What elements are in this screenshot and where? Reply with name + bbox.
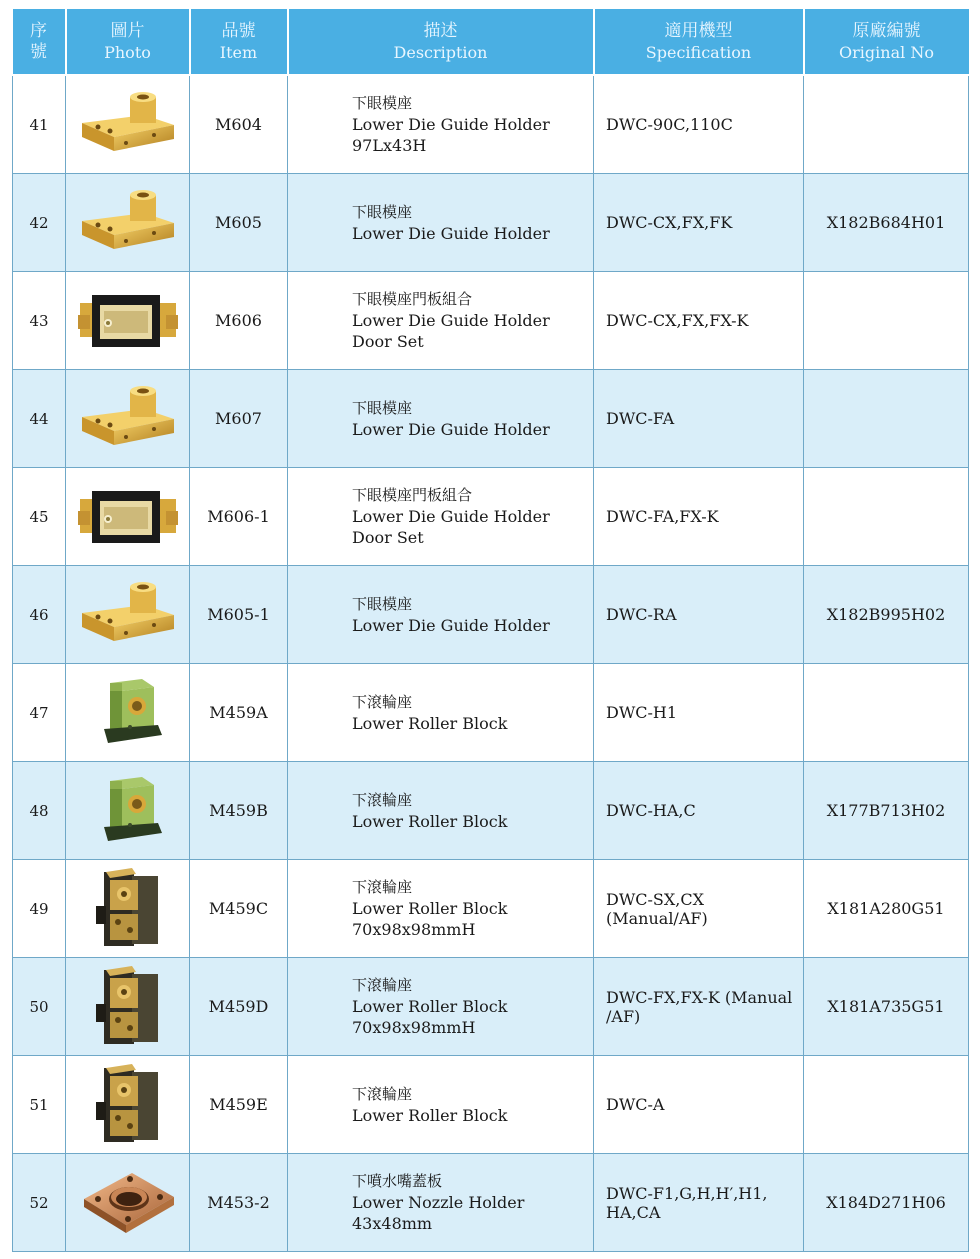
row-specification-text: DWC-CX,FX,FK — [606, 213, 733, 232]
table-row — [13, 566, 969, 664]
row-specification-text: DWC-A — [606, 1095, 665, 1114]
row-number — [13, 370, 66, 468]
row-number-text: 49 — [29, 899, 49, 918]
row-item — [190, 664, 288, 762]
row-original-no-text: X182B995H02 — [826, 605, 946, 624]
row-description-zh: 下眼模座 — [352, 94, 413, 112]
row-item-code: M607 — [215, 409, 262, 428]
roller-block-photo — [74, 964, 182, 1050]
header-desc-en: Description — [393, 42, 488, 62]
row-item-code: M453-2 — [207, 1193, 270, 1212]
row-number — [13, 860, 66, 958]
row-photo — [66, 75, 190, 174]
row-item-code: M605-1 — [207, 605, 270, 624]
table-row — [13, 664, 969, 762]
row-description-zh: 下噴水嘴蓋板 — [352, 1172, 443, 1190]
row-photo — [66, 1056, 190, 1154]
row-original-no — [804, 566, 969, 664]
row-description-size: 97Lx43H — [352, 136, 427, 155]
row-description-zh: 下眼模座門板組合 — [352, 290, 473, 308]
row-original-no — [804, 174, 969, 272]
parts-catalog-table — [12, 9, 969, 1252]
row-original-no — [804, 860, 969, 958]
row-item-code: M604 — [215, 115, 262, 134]
row-description — [288, 860, 594, 958]
row-description-en: Lower Roller Block — [352, 713, 508, 733]
row-item — [190, 566, 288, 664]
row-specification — [594, 958, 804, 1056]
header-orig-en: Original No — [839, 42, 934, 62]
row-specification-text: DWC-FA,FX-K — [606, 507, 719, 526]
brass-block-photo — [74, 183, 182, 263]
row-number — [13, 762, 66, 860]
row-description-zh: 下眼模座 — [352, 594, 413, 613]
row-original-no-text: X184D271H06 — [826, 1193, 946, 1212]
row-description-zh: 下滾輪座 — [352, 1084, 413, 1103]
header-photo-zh: 圖片 — [110, 20, 145, 41]
row-description-size: 43x48mm — [352, 1214, 433, 1233]
row-description — [288, 1056, 594, 1154]
row-description-en: Lower Roller Block — [352, 997, 508, 1016]
row-specification — [594, 566, 804, 664]
row-specification-text: DWC-F1,G,H,H′,H1, HA,CA — [606, 1183, 768, 1222]
row-item-code: M606 — [215, 311, 262, 330]
row-description-en: Lower Die Guide Holder — [352, 115, 550, 134]
row-original-no — [804, 468, 969, 566]
row-photo — [66, 174, 190, 272]
table-row — [13, 174, 969, 272]
table-row — [13, 468, 969, 566]
table-row — [13, 1056, 969, 1154]
row-specification-text: DWC-CX,FX,FX-K — [606, 311, 749, 330]
row-original-no — [804, 1056, 969, 1154]
row-original-no — [804, 664, 969, 762]
row-photo — [66, 860, 190, 958]
row-specification-text: DWC-FX,FX-K (Manual /AF) — [606, 987, 793, 1026]
header-no — [13, 9, 66, 75]
header-row — [13, 9, 969, 75]
header-original-no — [804, 9, 969, 75]
row-specification — [594, 174, 804, 272]
header-specification — [594, 9, 804, 75]
row-number — [13, 272, 66, 370]
row-number — [13, 75, 66, 174]
row-number-text: 45 — [29, 507, 49, 526]
row-original-no — [804, 762, 969, 860]
header-no-label: 序號 — [30, 20, 47, 62]
row-number — [13, 664, 66, 762]
roller-block-photo — [74, 866, 182, 952]
table-row — [13, 958, 969, 1056]
row-number-text: 48 — [29, 801, 49, 820]
row-item-code: M459E — [209, 1095, 268, 1114]
row-number-text: 51 — [29, 1095, 49, 1114]
row-item — [190, 958, 288, 1056]
row-original-no — [804, 1154, 969, 1252]
row-specification-text: DWC-RA — [606, 605, 677, 624]
row-item-code: M606-1 — [207, 507, 270, 526]
row-item-code: M459A — [209, 703, 268, 722]
header-spec-zh: 適用機型 — [664, 20, 733, 41]
row-item — [190, 762, 288, 860]
row-description-en: Lower Die Guide Holder — [352, 223, 550, 243]
row-description-zh: 下滾輪座 — [352, 878, 413, 896]
row-item — [190, 1154, 288, 1252]
row-description-en: Lower Roller Block — [352, 899, 508, 918]
row-description — [288, 958, 594, 1056]
green-roller-block-photo — [74, 673, 182, 753]
row-description — [288, 566, 594, 664]
row-item — [190, 272, 288, 370]
row-specification — [594, 1056, 804, 1154]
nozzle-holder-plate-photo — [74, 1163, 182, 1243]
row-original-no — [804, 272, 969, 370]
row-original-no-text: X181A735G51 — [827, 997, 945, 1016]
header-item-zh: 品號 — [221, 20, 256, 41]
row-description-size: Door Set — [352, 332, 424, 351]
brass-block-photo — [74, 379, 182, 459]
row-photo — [66, 1154, 190, 1252]
row-specification — [594, 468, 804, 566]
row-original-no — [804, 370, 969, 468]
door-set-photo — [74, 281, 182, 361]
row-specification — [594, 1154, 804, 1252]
row-photo — [66, 370, 190, 468]
row-number-text: 44 — [29, 409, 49, 428]
row-item-code: M459D — [208, 997, 269, 1016]
row-description — [288, 272, 594, 370]
row-description-en: Lower Die Guide Holder — [352, 615, 550, 635]
row-description — [288, 1154, 594, 1252]
table-row — [13, 860, 969, 958]
table-row — [13, 272, 969, 370]
row-number — [13, 958, 66, 1056]
row-item — [190, 75, 288, 174]
row-description-zh: 下滾輪座 — [352, 976, 413, 994]
green-roller-block-photo — [74, 771, 182, 851]
row-description — [288, 75, 594, 174]
row-photo — [66, 762, 190, 860]
brass-block-photo — [74, 575, 182, 655]
row-specification-text: DWC-SX,CX (Manual/AF) — [606, 889, 708, 928]
row-number-text: 46 — [29, 605, 49, 624]
row-description-size: Door Set — [352, 528, 424, 547]
row-number — [13, 1154, 66, 1252]
row-number-text: 52 — [29, 1193, 49, 1212]
header-item-en: Item — [219, 42, 258, 62]
row-original-no — [804, 958, 969, 1056]
row-number — [13, 1056, 66, 1154]
row-description-en: Lower Nozzle Holder — [352, 1193, 525, 1212]
row-description-size: 70x98x98mmH — [352, 1018, 476, 1037]
row-original-no-text: X177B713H02 — [826, 801, 946, 820]
row-photo — [66, 272, 190, 370]
row-photo — [66, 566, 190, 664]
header-photo-en: Photo — [104, 42, 151, 62]
row-description — [288, 468, 594, 566]
row-number — [13, 174, 66, 272]
row-description-en: Lower Die Guide Holder — [352, 311, 550, 330]
row-description-en: Lower Die Guide Holder — [352, 507, 550, 526]
row-specification — [594, 75, 804, 174]
row-description-zh: 下眼模座門板組合 — [352, 486, 473, 504]
row-specification — [594, 762, 804, 860]
row-specification-text: DWC-H1 — [606, 703, 678, 722]
row-description — [288, 174, 594, 272]
row-original-no-text: X182B684H01 — [826, 213, 946, 232]
brass-block-photo — [74, 85, 182, 165]
row-item — [190, 370, 288, 468]
row-description-zh: 下眼模座 — [352, 398, 413, 417]
row-item — [190, 860, 288, 958]
header-spec-en: Specification — [645, 42, 752, 62]
row-number-text: 42 — [29, 213, 49, 232]
parts-catalog-table-wrapper — [12, 9, 968, 1252]
row-original-no — [804, 75, 969, 174]
row-number-text: 41 — [29, 115, 49, 134]
row-number-text: 50 — [29, 997, 49, 1016]
row-item-code: M459B — [209, 801, 268, 820]
row-description-en: Lower Roller Block — [352, 811, 508, 831]
row-original-no-text: X181A280G51 — [827, 899, 945, 918]
row-description-en: Lower Roller Block — [352, 1105, 508, 1125]
row-specification — [594, 860, 804, 958]
row-description-zh: 下滾輪座 — [352, 790, 413, 809]
row-number — [13, 566, 66, 664]
row-item-code: M605 — [215, 213, 262, 232]
row-photo — [66, 468, 190, 566]
row-photo — [66, 958, 190, 1056]
row-number-text: 43 — [29, 311, 49, 330]
row-number — [13, 468, 66, 566]
row-description-size: 70x98x98mmH — [352, 920, 476, 939]
row-specification-text: DWC-FA — [606, 409, 675, 428]
row-description — [288, 664, 594, 762]
header-desc-zh: 描述 — [423, 20, 458, 41]
header-description — [288, 9, 594, 75]
row-specification — [594, 664, 804, 762]
row-specification-text: DWC-HA,C — [606, 801, 696, 820]
row-specification-text: DWC-90C,110C — [606, 115, 733, 134]
row-description-zh: 下滾輪座 — [352, 692, 413, 711]
row-specification — [594, 370, 804, 468]
table-row — [13, 370, 969, 468]
row-description — [288, 762, 594, 860]
row-description — [288, 370, 594, 468]
door-set-photo — [74, 477, 182, 557]
row-number-text: 47 — [29, 703, 49, 722]
header-orig-zh: 原廠編號 — [852, 20, 921, 41]
row-photo — [66, 664, 190, 762]
header-photo — [66, 9, 190, 75]
header-item — [190, 9, 288, 75]
table-row — [13, 1154, 969, 1252]
row-specification — [594, 272, 804, 370]
row-item — [190, 468, 288, 566]
table-row — [13, 75, 969, 174]
roller-block-photo — [74, 1062, 182, 1148]
row-item — [190, 174, 288, 272]
table-row — [13, 762, 969, 860]
row-description-en: Lower Die Guide Holder — [352, 419, 550, 439]
row-item-code: M459C — [208, 899, 269, 918]
row-description-zh: 下眼模座 — [352, 202, 413, 221]
row-item — [190, 1056, 288, 1154]
